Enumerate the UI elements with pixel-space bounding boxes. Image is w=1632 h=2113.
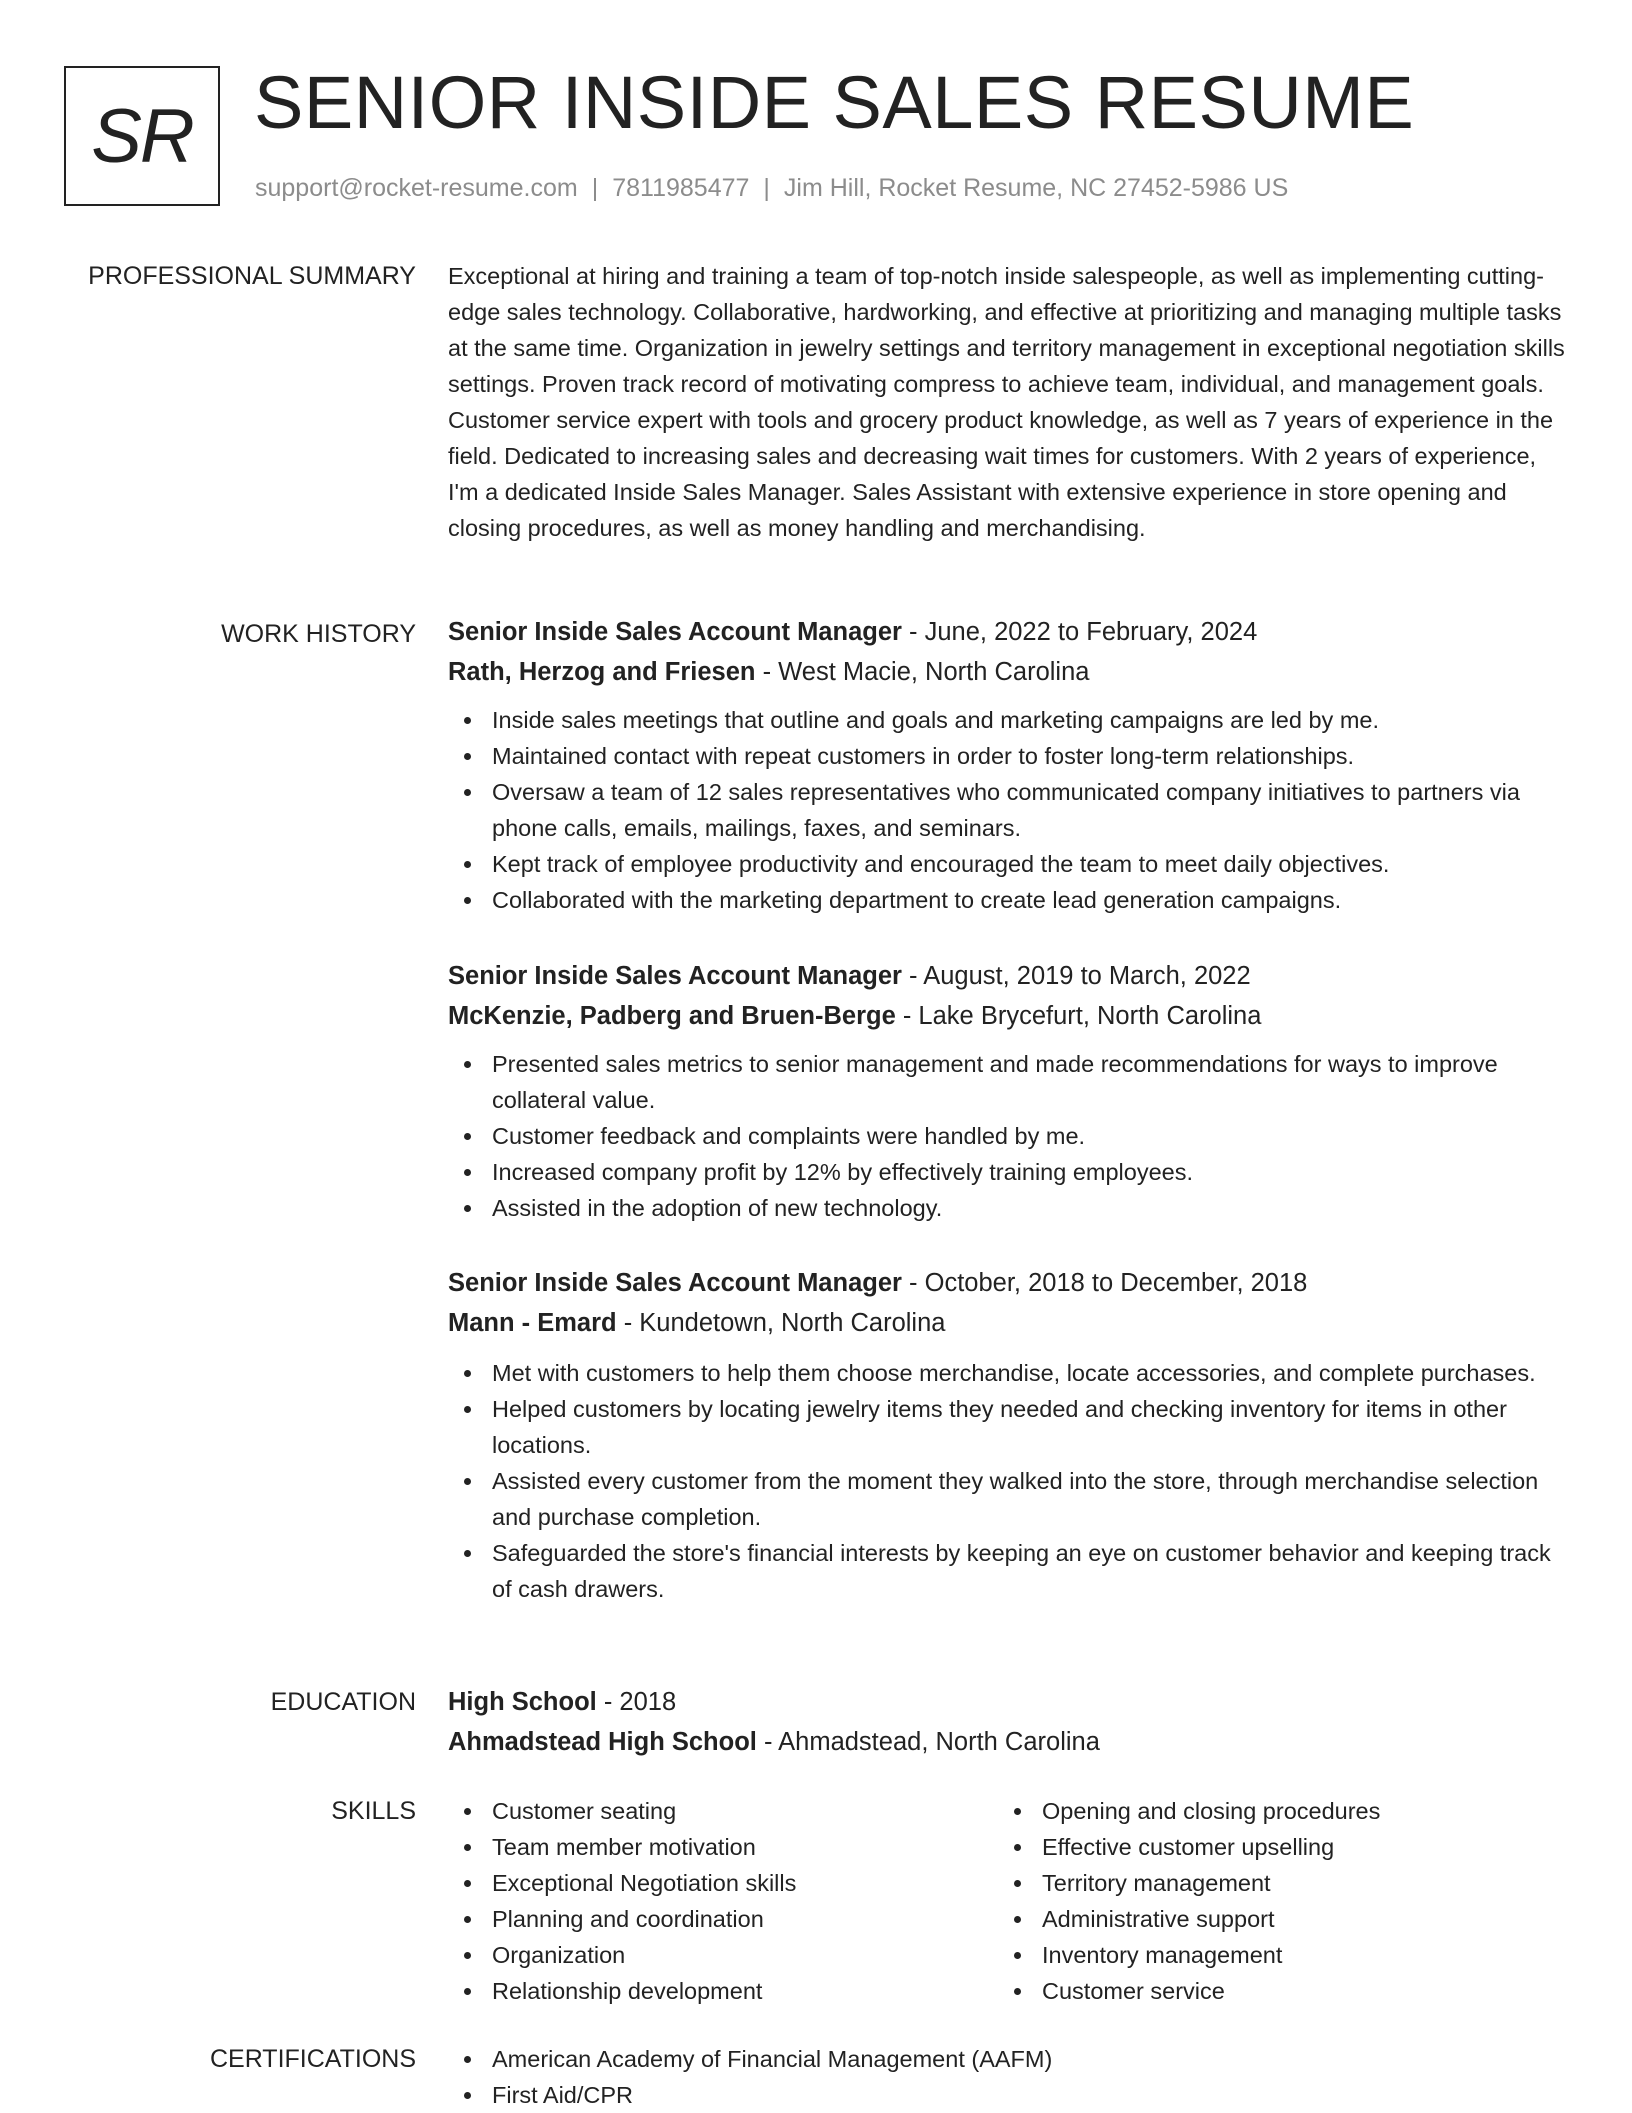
list-item: Effective customer upselling xyxy=(998,1829,1548,1865)
job-location: - West Macie, North Carolina xyxy=(762,658,1090,686)
contact-phone[interactable]: 7811985477 xyxy=(612,174,750,202)
education-degree-line xyxy=(448,1682,1570,1722)
skills-column-left xyxy=(448,1793,998,2009)
job-location: - Kundetown, North Carolina xyxy=(623,1309,946,1337)
skills-column-right xyxy=(998,1793,1548,2009)
job-entry xyxy=(448,956,1570,1226)
list-item: Customer seating xyxy=(448,1793,998,1829)
summary-body xyxy=(448,258,1570,546)
list-item: Maintained contact with repeat customers in order to foster long-term relationships. xyxy=(448,738,1570,774)
job-entry xyxy=(448,1263,1570,1607)
list-item: Presented sales metrics to senior management and made recommendations for ways to improve collateral value. xyxy=(448,1046,1570,1118)
list-item: First Aid/CPR xyxy=(448,2077,1570,2113)
certifications-body xyxy=(448,2041,1570,2113)
skills-body xyxy=(448,1793,1570,2009)
job-company-line xyxy=(448,996,1570,1036)
section-label-skills: SKILLS xyxy=(331,1797,416,1825)
summary-text: Exceptional at hiring and training a team of top-notch inside salespeople, as well as implementing cutting-edge sales technology. Collaborative, hardworking, and effective at prioritizing and managing multiple tasks at the same time. Organization in jewelry settings and territory management in exceptional negotiation skills settings. Proven track record of motivating compress to achieve team, individual, and management goals. Customer service expert with tools and grocery product knowledge, as well as 7 years of experience in the field. Dedicated to increasing sales and decreasing wait times for customers. With 2 years of experience, I'm a dedicated Inside Sales Manager. Sales Assistant with extensive experience in store opening and closing procedures, as well as money handling and merchandising. xyxy=(448,263,1565,541)
job-title: Senior Inside Sales Account Manager xyxy=(448,618,902,646)
job-bullets xyxy=(448,702,1570,918)
education-degree: High School xyxy=(448,1688,597,1716)
list-item: Customer service xyxy=(998,1973,1548,2009)
list-item: Safeguarded the store's financial interests by keeping an eye on customer behavior and keeping track of cash drawers. xyxy=(448,1535,1570,1607)
job-company: Mann - Emard xyxy=(448,1309,617,1337)
job-dates: - October, 2018 to December, 2018 xyxy=(909,1269,1308,1297)
education-school-line xyxy=(448,1722,1570,1762)
list-item: Inside sales meetings that outline and goals and marketing campaigns are led by me. xyxy=(448,702,1570,738)
list-item: Increased company profit by 12% by effectively training employees. xyxy=(448,1154,1570,1190)
job-title: Senior Inside Sales Account Manager xyxy=(448,962,902,990)
certifications-list xyxy=(448,2041,1570,2113)
contact-email[interactable]: support@rocket-resume.com xyxy=(255,174,578,202)
job-title: Senior Inside Sales Account Manager xyxy=(448,1269,902,1297)
contact-separator: | xyxy=(763,174,770,202)
section-label-summary: PROFESSIONAL SUMMARY xyxy=(88,262,416,290)
list-item: Customer feedback and complaints were handled by me. xyxy=(448,1118,1570,1154)
job-bullets xyxy=(448,1046,1570,1226)
job-entry xyxy=(448,612,1570,918)
list-item: Kept track of employee productivity and encouraged the team to meet daily objectives. xyxy=(448,846,1570,882)
list-item: Planning and coordination xyxy=(448,1901,998,1937)
education-year: - 2018 xyxy=(603,1688,677,1716)
list-item: Assisted in the adoption of new technology. xyxy=(448,1190,1570,1226)
contact-separator: | xyxy=(591,174,599,202)
monogram-logo: SR xyxy=(64,66,220,206)
skills-grid xyxy=(448,1793,1570,2009)
list-item: Territory management xyxy=(998,1865,1548,1901)
contact-address: Jim Hill, Rocket Resume, NC 27452-5986 US xyxy=(783,174,1289,202)
job-title-line xyxy=(448,1263,1570,1303)
list-item: Oversaw a team of 12 sales representatives who communicated company initiatives to partners via phone calls, emails, mailings, faxes, and seminars. xyxy=(448,774,1570,846)
job-company: McKenzie, Padberg and Bruen-Berge xyxy=(448,1002,896,1030)
list-item: Team member motivation xyxy=(448,1829,998,1865)
list-item: Opening and closing procedures xyxy=(998,1793,1548,1829)
page-title: SENIOR INSIDE SALES RESUME xyxy=(254,61,1415,144)
list-item: Relationship development xyxy=(448,1973,998,2009)
section-label-work-history: WORK HISTORY xyxy=(221,620,416,648)
job-dates: - August, 2019 to March, 2022 xyxy=(909,962,1251,990)
list-item: Exceptional Negotiation skills xyxy=(448,1865,998,1901)
education-location: - Ahmadstead, North Carolina xyxy=(763,1728,1100,1756)
list-item: Collaborated with the marketing department to create lead generation campaigns. xyxy=(448,882,1570,918)
list-item: Administrative support xyxy=(998,1901,1548,1937)
job-location: - Lake Brycefurt, North Carolina xyxy=(902,1002,1262,1030)
list-item: American Academy of Financial Management (AAFM) xyxy=(448,2041,1570,2077)
list-item: Helped customers by locating jewelry items they needed and checking inventory for items in other locations. xyxy=(448,1391,1570,1463)
job-title-line xyxy=(448,956,1570,996)
section-label-certifications: CERTIFICATIONS xyxy=(209,2045,416,2073)
list-item: Met with customers to help them choose merchandise, locate accessories, and complete purchases. xyxy=(448,1355,1570,1391)
job-company-line xyxy=(448,652,1570,692)
section-label-education: EDUCATION xyxy=(270,1688,416,1716)
job-bullets xyxy=(448,1355,1570,1607)
education-body xyxy=(448,1682,1570,1762)
job-dates: - June, 2022 to February, 2024 xyxy=(909,618,1258,646)
list-item: Organization xyxy=(448,1937,998,1973)
education-school: Ahmadstead High School xyxy=(448,1728,757,1756)
list-item: Assisted every customer from the moment they walked into the store, through merchandise selection and purchase completion. xyxy=(448,1463,1570,1535)
list-item: Inventory management xyxy=(998,1937,1548,1973)
job-company-line xyxy=(448,1303,1570,1343)
job-title-line xyxy=(448,612,1570,652)
contact-line xyxy=(255,172,1288,204)
job-company: Rath, Herzog and Friesen xyxy=(448,658,756,686)
resume-header xyxy=(64,61,1584,216)
